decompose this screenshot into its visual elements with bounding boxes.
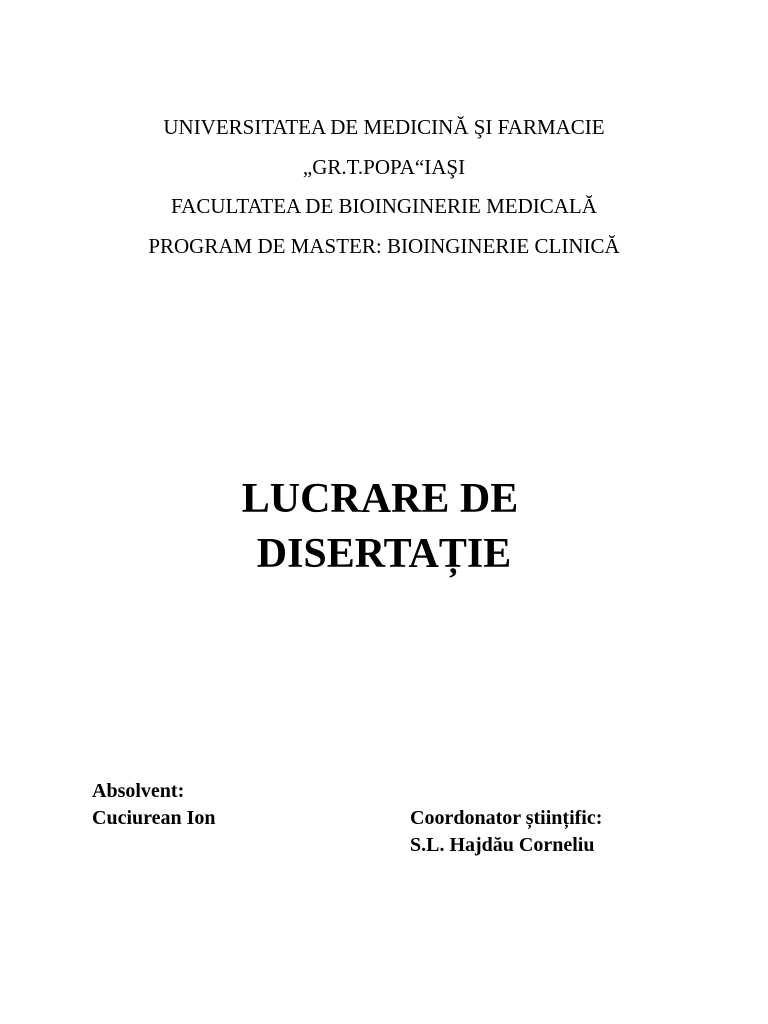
graduate-name: Cuciurean Ion bbox=[92, 807, 216, 829]
institution-header bbox=[0, 108, 768, 266]
faculty-line: FACULTATEA DE BIOINGINERIE MEDICALĂ bbox=[171, 194, 597, 218]
university-name-line: „GR.T.POPA“IAŞI bbox=[302, 154, 466, 179]
thesis-title-line-1: LUCRARE DE bbox=[241, 476, 519, 522]
coordinator-name: S.L. Hajdău Corneliu bbox=[410, 834, 595, 856]
graduate-label: Absolvent: bbox=[92, 780, 185, 802]
university-line: UNIVERSITATEA DE MEDICINĂ ŞI FARMACIE bbox=[163, 115, 605, 139]
coordinator-label: Coordonator științific: bbox=[410, 807, 603, 829]
thesis-title bbox=[0, 472, 768, 582]
coordinator-block bbox=[410, 805, 602, 859]
program-line: PROGRAM DE MASTER: BIOINGINERIE CLINICĂ bbox=[148, 233, 620, 258]
thesis-title-line-2: DISERTAȚIE bbox=[256, 531, 512, 577]
graduate-block bbox=[92, 778, 216, 832]
